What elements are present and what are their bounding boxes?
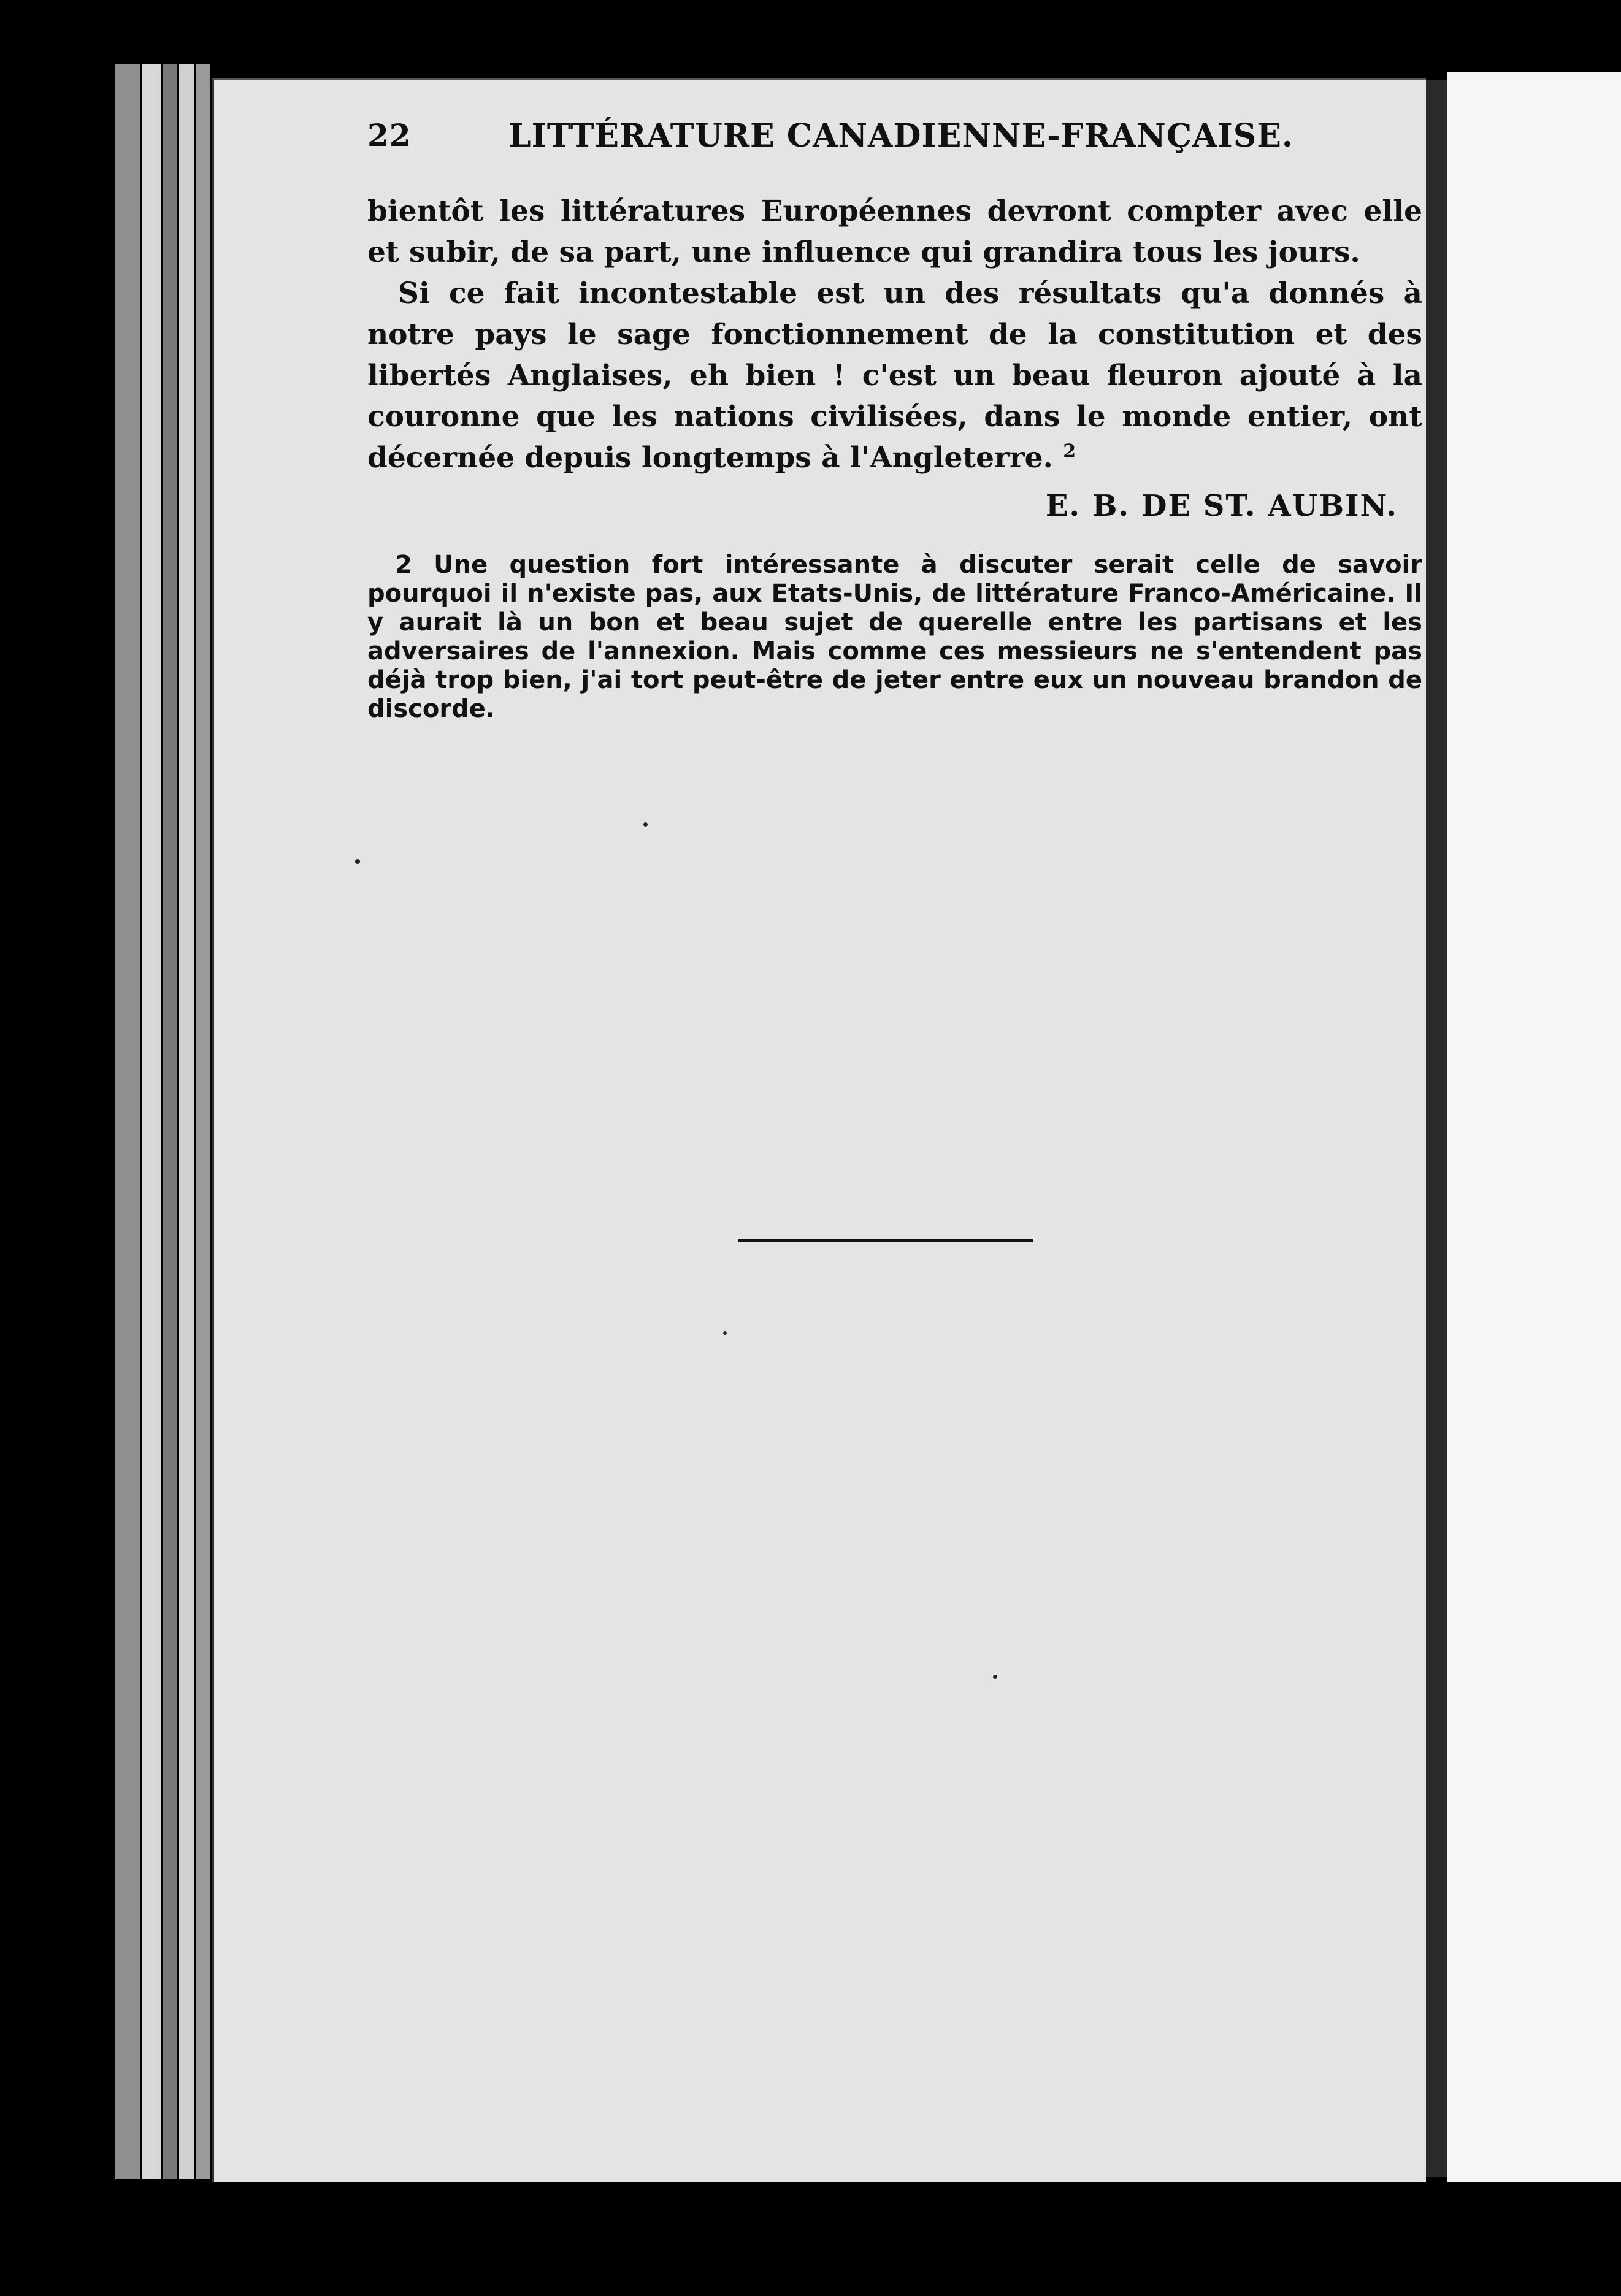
page-edge [196, 64, 210, 2179]
end-rule [738, 1239, 1033, 1242]
page-number: 22 [367, 117, 412, 153]
book-page [212, 78, 1426, 2182]
footnote-number: 2 [395, 551, 412, 579]
page-edge [179, 64, 194, 2179]
page-shadow [1423, 80, 1447, 2177]
scan-speck [643, 822, 648, 827]
page-edge [163, 64, 177, 2179]
paragraph-2-text: Si ce fait incontestable est un des résultats qu'a donnés à notre pays le sage fonctionnement de la constitution et des libertés Anglaises, eh bien ! c'est un beau fleuron ajouté à la couronne que les nations civilisées, dans le monde entier, ont décernée depuis longtemps à l'Angleterre. [367, 277, 1422, 475]
running-head [367, 117, 1422, 160]
paragraph-1: bientôt les littératures Européennes devront compter avec elle et subir, de sa part, une influence qui grandira tous les jours. [367, 194, 1422, 269]
scan-speck [355, 859, 360, 864]
running-title: LITTÉRATURE CANADIENNE-FRANÇAISE. [508, 117, 1294, 155]
footnote-reference: 2 [1063, 440, 1076, 462]
facing-blank-area [1447, 72, 1621, 2182]
page-edge [142, 64, 161, 2179]
footnote [367, 551, 1422, 724]
author-signature: E. B. DE ST. AUBIN. [1045, 489, 1398, 523]
body-text [367, 191, 1422, 478]
paragraph-2 [367, 273, 1422, 478]
footnote-text: Une question fort intéressante à discuter serait celle de savoir pourquoi il n'existe pas, aux Etats-Unis, de littérature Franco-Américaine. Il y aurait là un bon et beau sujet de querelle entre les partisans et les adversaires de l'annexion. Mais comme ces messieurs ne s'entendent pas déjà trop bien, j'ai tort peut-être de jeter entre eux un nouveau brandon de discorde. [367, 551, 1422, 723]
scan-speck [723, 1331, 727, 1335]
scan-speck [993, 1675, 997, 1679]
page-edge [115, 64, 140, 2179]
page-content [367, 117, 1422, 724]
